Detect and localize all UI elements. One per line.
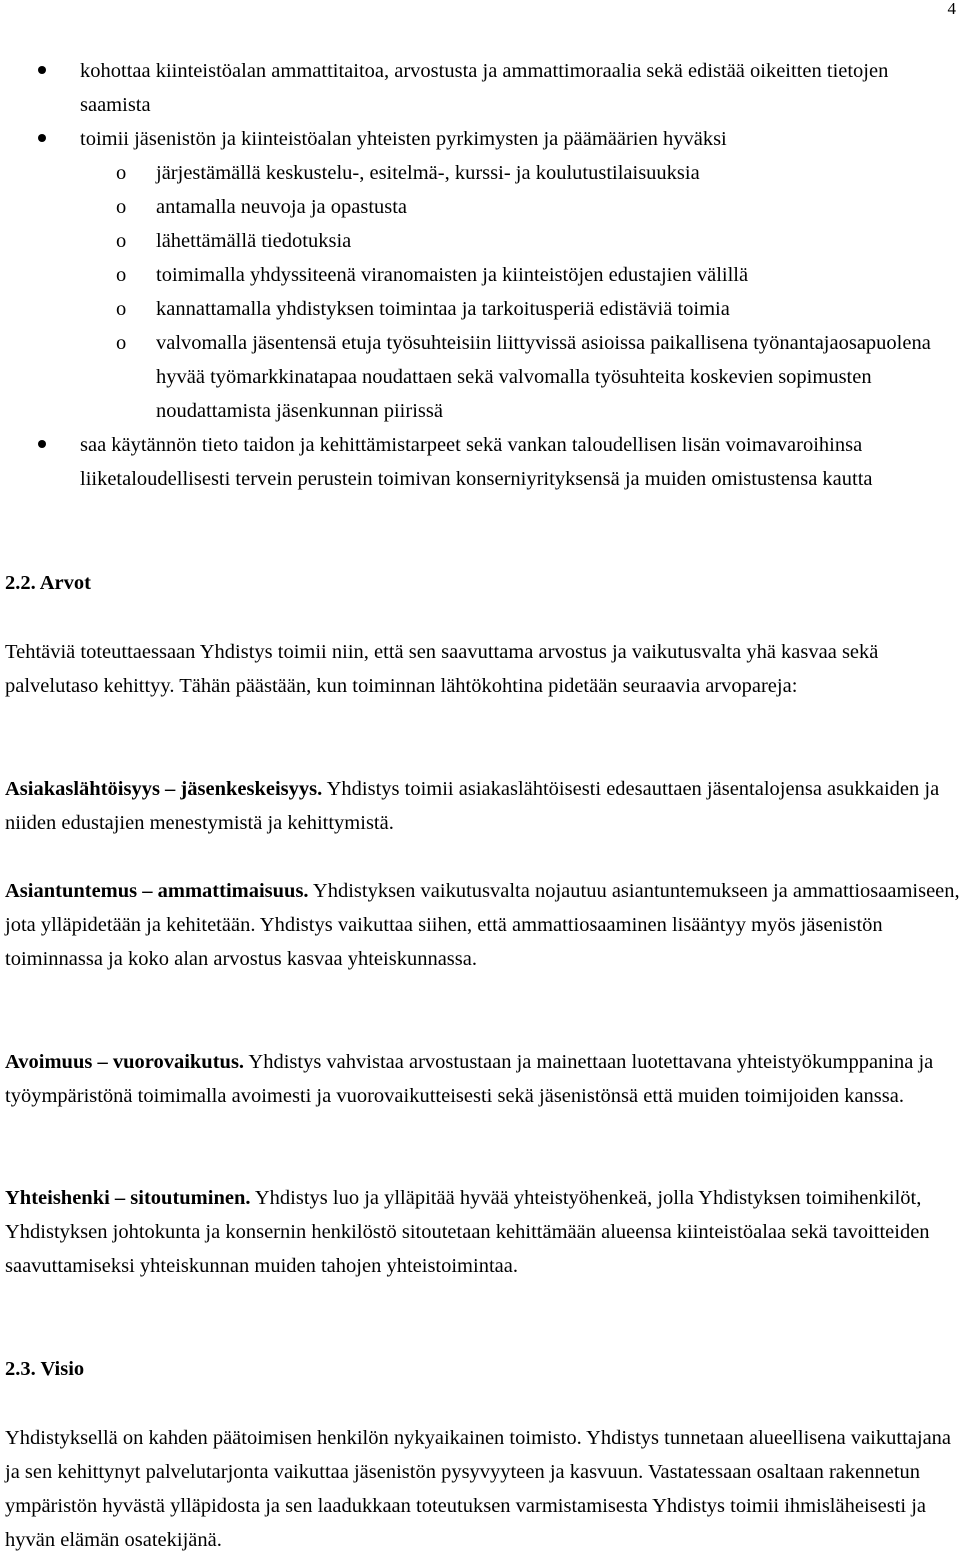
section-heading-arvot: 2.2. Arvot [5, 572, 91, 594]
page-number: 4 [947, 0, 956, 18]
value-title: Avoimuus – vuorovaikutus. [5, 1051, 245, 1073]
list-item [0, 54, 950, 122]
sub-bullet-marker: o [116, 162, 127, 184]
sub-list-item-text: kannattamalla yhdistyksen toimintaa ja tarkoitusperiä edistäviä toimia [156, 298, 730, 320]
paragraph-value-2 [5, 874, 960, 976]
list-item [0, 122, 950, 156]
bullet-list [0, 54, 960, 496]
sub-list-item-text: antamalla neuvoja ja opastusta [156, 196, 408, 218]
paragraph-visio: Yhdistyksellä on kahden päätoimisen henkilön nykyaikainen toimisto. Yhdistys tunnetaan alueellisena vaikuttajana ja sen kehittynyt palvelutarjonta vaikuttaa jäsenistön pysyvyyteen ja kasvuun. Vastatessaan osaltaan rakennetun ympäristön hyvästä ylläpidosta ja sen laadukkaan toteutuksen varmistamisesta Yhdistys toimii ihmisläheisesti ja hyvän elämän osatekijänä. [5, 1427, 952, 1551]
sub-list-item [0, 156, 936, 190]
sub-list-item-text: valvomalla jäsentensä etuja työsuhteisiin liittyvissä asioissa paikallisena työnantajaosapuolena hyvää työmarkkinatapaa noudattaen sekä valvomalla työsuhteita koskevien sopimusten noudattamista jäsenkunnan piirissä [156, 332, 931, 422]
sub-bullet-marker: o [116, 332, 127, 354]
paragraph-value-1 [5, 772, 960, 840]
list-item-text: saa käytännön tieto taidon ja kehittämistarpeet sekä vankan taloudellisen lisän voimavaroihinsa liiketaloudellisesti tervein perustein toimivan konserniyrityksensä ja muiden omistustensa kautta [80, 434, 873, 490]
sub-list-item [0, 190, 936, 224]
sub-bullet-marker: o [116, 264, 127, 286]
value-text: Yhdistys luo ja ylläpitää hyvää yhteistyöhenkeä, jolla Yhdistyksen toimihenkilöt, Yhdistyksen johtokunta ja konsernin henkilöstö sitoutetaan kehittämään alueensa kiinteistöalaa sekä tavoitteiden saavuttamiseksi yhteiskunnan muiden tahojen yhteistoimintaa. [5, 1187, 930, 1277]
sub-list-item [0, 258, 936, 292]
value-text: Yhdistys vahvistaa arvostustaan ja mainettaan luotettavana yhteistyökumppanina ja työympäristönä toimimalla avoimesti ja vuorovaikutteisesti sekä jäsenistönsä että muiden toimijoiden kanssa. [5, 1051, 934, 1107]
bullet-icon [38, 440, 46, 448]
sub-bullet-marker: o [116, 298, 127, 320]
sub-list-item-text: järjestämällä keskustelu-, esitelmä-, kurssi- ja koulutustilaisuuksia [156, 162, 700, 184]
value-text: Yhdistyksen vaikutusvalta nojautuu asiantuntemukseen ja ammattiosaamiseen, jota ylläpidetään ja kehitetään. Yhdistys vaikuttaa siihen, että ammattiosaaminen lisääntyy myös jäsenistön toiminnassa ja koko alan arvostus kasvaa yhteiskunnassa. [5, 880, 960, 970]
sub-list [0, 156, 960, 428]
paragraph-value-3 [5, 1045, 960, 1113]
value-title: Yhteishenki – sitoutuminen. [5, 1187, 251, 1209]
value-text: Yhdistys toimii asiakaslähtöisesti edesauttaen jäsentalojensa asukkaiden ja niiden edustajien menestymistä ja kehittymistä. [5, 778, 940, 834]
sub-list-item [0, 292, 936, 326]
sub-list-item [0, 224, 936, 258]
section-heading-visio: 2.3. Visio [5, 1358, 85, 1380]
list-item [0, 428, 950, 496]
sub-list-item [0, 326, 936, 428]
value-title: Asiakaslähtöisyys – jäsenkeskeisyys. [5, 778, 323, 800]
list-item-text: toimii jäsenistön ja kiinteistöalan yhteisten pyrkimysten ja päämäärien hyväksi [80, 128, 727, 150]
sub-bullet-marker: o [116, 196, 127, 218]
sub-list-item-text: toimimalla yhdyssiteenä viranomaisten ja kiinteistöjen edustajien välillä [156, 264, 749, 286]
value-title: Asiantuntemus – ammattimaisuus. [5, 880, 309, 902]
list-item-text: kohottaa kiinteistöalan ammattitaitoa, arvostusta ja ammattimoraalia sekä edistää oikeitten tietojen saamista [80, 60, 889, 116]
sub-bullet-marker: o [116, 230, 127, 252]
bullet-icon [38, 66, 46, 74]
paragraph-arvot-intro: Tehtäviä toteuttaessaan Yhdistys toimii niin, että sen saavuttama arvostus ja vaikutusvalta yhä kasvaa sekä palvelutaso kehittyy. Tähän päästään, kun toiminnan lähtökohtina pidetään seuraavia arvopareja: [5, 641, 879, 697]
paragraph-value-4 [5, 1181, 960, 1283]
bullet-icon [38, 134, 46, 142]
sub-list-item-text: lähettämällä tiedotuksia [156, 230, 352, 252]
